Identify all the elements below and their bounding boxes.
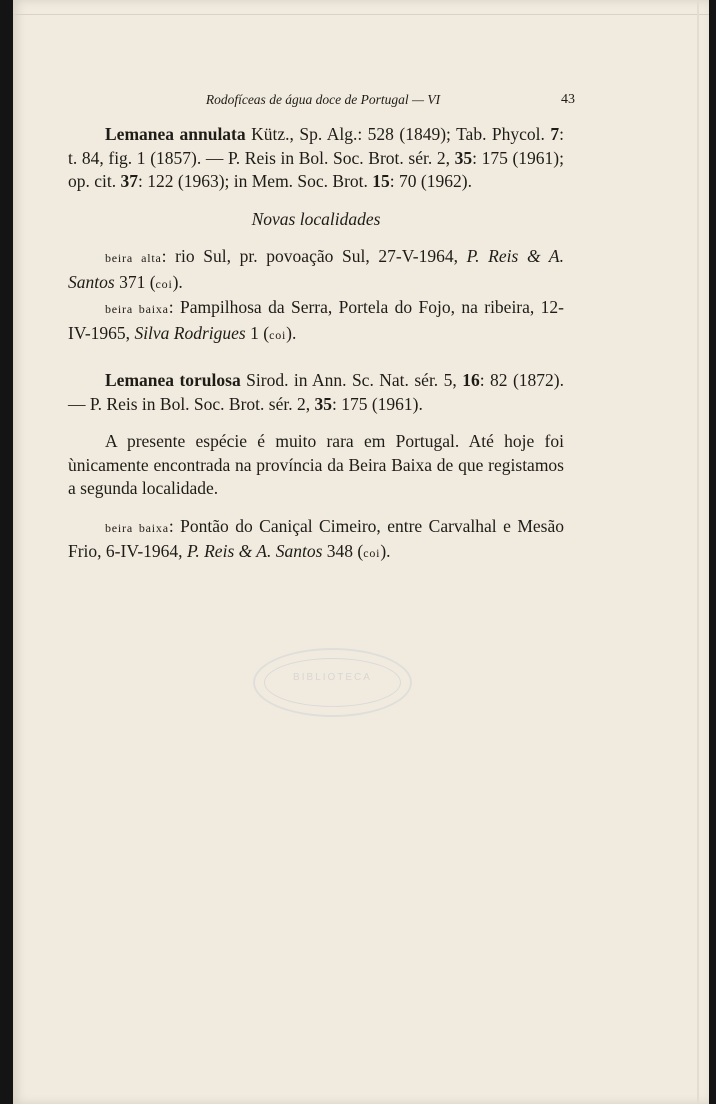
taxon-name: Lemanea annulata (105, 124, 246, 144)
library-stamp: BIBLIOTECA (253, 648, 412, 717)
body-text (68, 123, 564, 566)
page-edge (13, 14, 709, 15)
taxon-name: Lemanea torulosa (105, 370, 241, 390)
locality-beira-alta: beira alta: rio Sul, pr. povoação Sul, 27-V-1964, P. Reis & A. Santos 371 (coi). (68, 246, 564, 292)
region-name: beira baixa (105, 302, 169, 316)
entry-lemanea-annulata: Lemanea annulata Kütz., Sp. Alg.: 528 (1849); Tab. Phycol. 7: t. 84, fig. 1 (1857). — P. Reis in Bol. Soc. Brot. sér. 2, 35: 175 (1961); op. cit. 37: 122 (1963); in Mem. Soc. Brot. 15: 70 (1962). (68, 124, 565, 191)
locality-beira-baixa-2: beira baixa: Pontão do Caniçal Cimeiro, entre Carvalhal e Mesão Frio, 6-IV-1964, P. Reis & A. Santos 348 (coi). (68, 515, 564, 561)
subheading: Novas localidades (251, 208, 381, 229)
region-name: beira baixa (105, 520, 169, 535)
book-page (13, 0, 709, 1104)
region-name: beira alta (105, 251, 162, 265)
entry-lemanea-torulosa: Lemanea torulosa Sirod. in Ann. Sc. Nat. sér. 5, 16: 82 (1872). — P. Reis in Bol. Soc. Brot. sér. 2, 35: 175 (1961). (68, 370, 564, 414)
description-paragraph: A presente espécie é muito rara em Portugal. Até hoje foi ùnicamente encontrada na província da Beira Baixa de que registamos a segunda localidade. (68, 431, 564, 498)
gutter-shadow (697, 0, 699, 1104)
page-number: 43 (561, 92, 575, 107)
running-title: Rodofíceas de água doce de Portugal — VI (205, 92, 441, 107)
locality-beira-baixa-1: beira baixa: Pampilhosa da Serra, Portela do Fojo, na ribeira, 12-IV-1965, Silva Rodrigues 1 (coi). (68, 297, 564, 343)
